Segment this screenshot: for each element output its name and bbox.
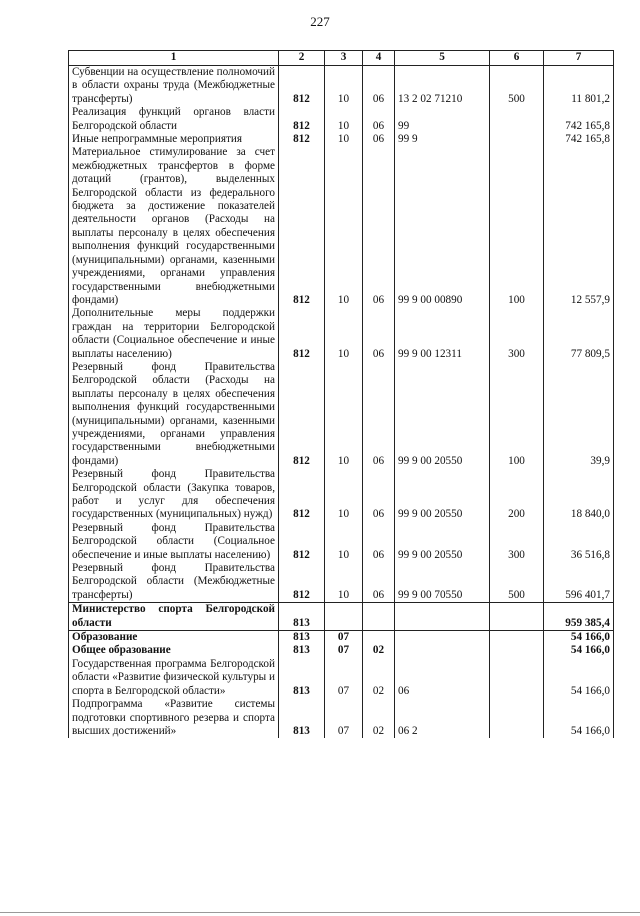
row-amount: 54 166,0 (544, 658, 614, 698)
row-target-article: 99 9 00 20550 (395, 468, 490, 522)
table-row (69, 307, 614, 361)
row-subsection: 06 (363, 468, 395, 522)
row-expense-type: 300 (490, 307, 544, 361)
row-section: 07 (325, 631, 363, 645)
table-row (69, 146, 614, 307)
row-ministry-code: 813 (279, 644, 325, 657)
row-target-article: 99 (395, 106, 490, 133)
row-name: Образование (69, 631, 279, 645)
row-ministry-code: 812 (279, 133, 325, 146)
row-expense-type: 200 (490, 468, 544, 522)
row-subsection: 06 (363, 522, 395, 562)
row-name: Резервный фонд Правительства Белгородской области (Закупка товаров, работ и услуг для обеспечения государственных (муниципальных) нужд) (69, 468, 279, 522)
row-ministry-code: 812 (279, 106, 325, 133)
row-target-article: 99 9 00 00890 (395, 146, 490, 307)
row-ministry-code: 812 (279, 468, 325, 522)
header-col-3: 3 (325, 51, 363, 66)
table-row-section (69, 631, 614, 645)
row-expense-type (490, 603, 544, 631)
row-name: Иные непрограммные мероприятия (69, 133, 279, 146)
row-target-article: 99 9 00 20550 (395, 361, 490, 468)
header-col-6: 6 (490, 51, 544, 66)
row-subsection: 02 (363, 698, 395, 738)
header-col-5: 5 (395, 51, 490, 66)
row-expense-type (490, 106, 544, 133)
row-section: 10 (325, 66, 363, 107)
row-section: 10 (325, 361, 363, 468)
row-subsection (363, 603, 395, 631)
row-amount: 77 809,5 (544, 307, 614, 361)
row-section (325, 603, 363, 631)
row-target-article: 99 9 00 20550 (395, 522, 490, 562)
table-row (69, 133, 614, 146)
header-row (69, 51, 614, 66)
row-expense-type: 500 (490, 562, 544, 603)
row-name: Подпрограмма «Развитие системы подготовки спортивного резерва и спорта высших достижений» (69, 698, 279, 738)
row-section: 07 (325, 658, 363, 698)
row-amount: 742 165,8 (544, 106, 614, 133)
row-expense-type (490, 698, 544, 738)
row-name: Общее образование (69, 644, 279, 657)
row-expense-type (490, 631, 544, 645)
row-subsection (363, 631, 395, 645)
row-name: Субвенции на осуществление полномочий в области охраны труда (Межбюджетные трансферты) (69, 66, 279, 107)
page-bottom-edge (0, 912, 640, 913)
row-target-article: 99 9 00 12311 (395, 307, 490, 361)
page-number: 227 (310, 14, 330, 29)
row-amount: 54 166,0 (544, 698, 614, 738)
row-amount: 54 166,0 (544, 631, 614, 645)
row-ministry-code: 813 (279, 603, 325, 631)
row-target-article: 99 9 00 70550 (395, 562, 490, 603)
row-amount: 54 166,0 (544, 644, 614, 657)
row-target-article (395, 631, 490, 645)
row-ministry-code: 812 (279, 361, 325, 468)
row-subsection: 06 (363, 562, 395, 603)
row-expense-type: 100 (490, 146, 544, 307)
row-name: Дополнительные меры поддержки граждан на территории Белгородской области (Социальное обеспечение и иные выплаты населению) (69, 307, 279, 361)
table-row (69, 361, 614, 468)
row-section: 10 (325, 522, 363, 562)
row-target-article: 99 9 (395, 133, 490, 146)
row-subsection: 02 (363, 644, 395, 657)
row-name: Резервный фонд Правительства Белгородской области (Расходы на выплаты персоналу в целях обеспечения выполнения функций государственными (муниципальными) органами, казенными учреждениями, органами управления государственными внебюджетными фондами) (69, 361, 279, 468)
row-subsection: 06 (363, 361, 395, 468)
row-expense-type: 300 (490, 522, 544, 562)
row-target-article: 06 2 (395, 698, 490, 738)
row-target-article: 13 2 02 71210 (395, 66, 490, 107)
row-ministry-code: 812 (279, 66, 325, 107)
table-row (69, 562, 614, 603)
row-amount: 596 401,7 (544, 562, 614, 603)
row-expense-type: 500 (490, 66, 544, 107)
row-ministry-code: 812 (279, 146, 325, 307)
row-amount: 742 165,8 (544, 133, 614, 146)
row-section: 10 (325, 133, 363, 146)
header-col-7: 7 (544, 51, 614, 66)
row-name: Материальное стимулирование за счет межбюджетных трансфертов в форме дотаций (грантов), выделенных Белгородской области из федерального бюджета за достижение показателей деятельности органов (Расходы на выплаты персоналу в целях обеспечения выполнения функций государственными (муниципальными) органами, казенными учреждениями, органами управления государственными внебюджетными фондами) (69, 146, 279, 307)
row-name: Реализация функций органов власти Белгородской области (69, 106, 279, 133)
budget-table (68, 50, 614, 738)
row-expense-type (490, 133, 544, 146)
row-expense-type: 100 (490, 361, 544, 468)
row-section: 10 (325, 106, 363, 133)
row-amount: 959 385,4 (544, 603, 614, 631)
row-subsection: 06 (363, 106, 395, 133)
table-row (69, 658, 614, 698)
row-expense-type (490, 644, 544, 657)
row-name: Министерство спорта Белгородской области (69, 603, 279, 631)
row-section: 10 (325, 146, 363, 307)
row-subsection: 06 (363, 146, 395, 307)
row-ministry-code: 812 (279, 562, 325, 603)
table-row (69, 522, 614, 562)
row-amount: 18 840,0 (544, 468, 614, 522)
header-col-4: 4 (363, 51, 395, 66)
row-name: Государственная программа Белгородской области «Развитие физической культуры и спорта в Белгородской области» (69, 658, 279, 698)
table-row (69, 106, 614, 133)
table-row-ministry (69, 603, 614, 631)
row-subsection: 06 (363, 133, 395, 146)
row-name: Резервный фонд Правительства Белгородской области (Социальное обеспечение и иные выплаты населению) (69, 522, 279, 562)
header-col-2: 2 (279, 51, 325, 66)
row-section: 07 (325, 698, 363, 738)
row-target-article (395, 603, 490, 631)
row-section: 10 (325, 562, 363, 603)
row-amount: 11 801,2 (544, 66, 614, 107)
row-expense-type (490, 658, 544, 698)
table-row-subsection (69, 644, 614, 657)
row-amount: 36 516,8 (544, 522, 614, 562)
row-subsection: 06 (363, 66, 395, 107)
row-amount: 39,9 (544, 361, 614, 468)
row-subsection: 06 (363, 307, 395, 361)
row-section: 10 (325, 307, 363, 361)
row-ministry-code: 812 (279, 522, 325, 562)
table-row (69, 66, 614, 107)
row-amount: 12 557,9 (544, 146, 614, 307)
row-section: 10 (325, 468, 363, 522)
row-ministry-code: 813 (279, 631, 325, 645)
row-ministry-code: 812 (279, 307, 325, 361)
row-target-article (395, 644, 490, 657)
row-subsection: 02 (363, 658, 395, 698)
row-name: Резервный фонд Правительства Белгородской области (Межбюджетные трансферты) (69, 562, 279, 603)
header-col-1: 1 (69, 51, 279, 66)
table-row (69, 468, 614, 522)
row-section: 07 (325, 644, 363, 657)
table-row (69, 698, 614, 738)
row-ministry-code: 813 (279, 698, 325, 738)
row-target-article: 06 (395, 658, 490, 698)
row-ministry-code: 813 (279, 658, 325, 698)
